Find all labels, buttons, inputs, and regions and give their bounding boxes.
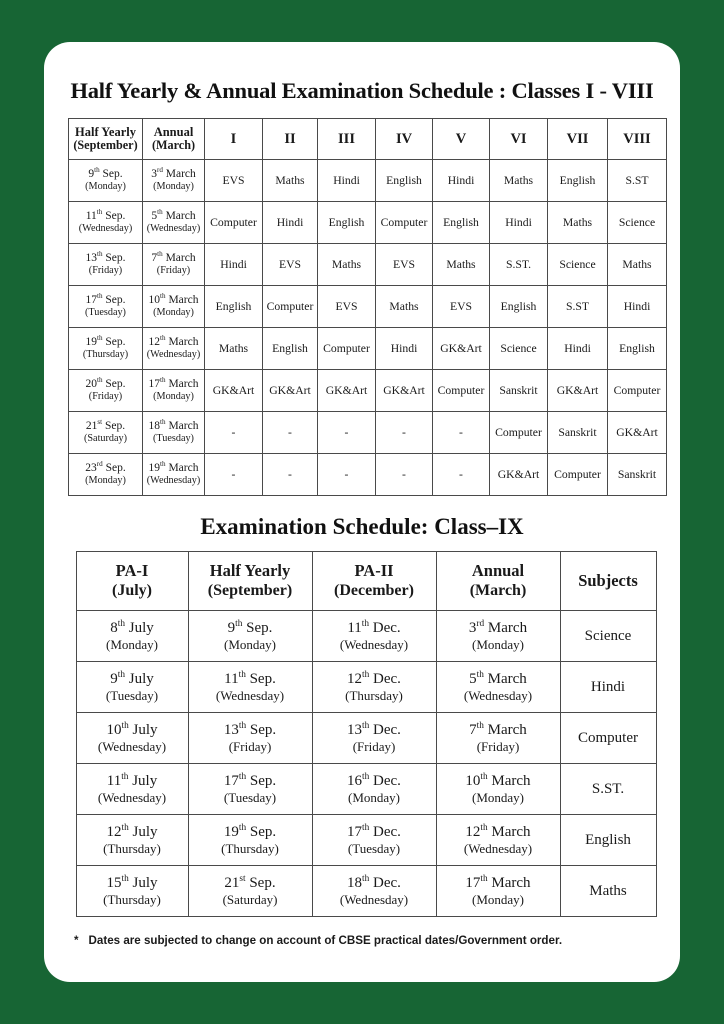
table2-pa1-date: 8th July (Monday) — [76, 611, 188, 662]
table1-annual-date: 18th March (Tuesday) — [143, 412, 205, 454]
table1-subject-cell: Maths — [205, 328, 263, 370]
table1-subject-cell: Hindi — [376, 328, 433, 370]
table1-subject-cell: Science — [548, 244, 608, 286]
table1-subject-cell: GK&Art — [263, 370, 318, 412]
table1-subject-cell: S.ST — [608, 160, 667, 202]
table1-subject-cell: - — [263, 454, 318, 496]
table-row — [69, 454, 667, 496]
table1-subject-cell: EVS — [376, 244, 433, 286]
table1-subject-cell: Maths — [548, 202, 608, 244]
table-row — [69, 160, 667, 202]
table2-annual-date: 12th March (Wednesday) — [436, 815, 560, 866]
table1-subject-cell: S.ST. — [490, 244, 548, 286]
table-row — [76, 611, 656, 662]
table2-header-pa-2: PA-II (December) — [312, 552, 436, 611]
table2-pa1-date: 12th July (Thursday) — [76, 815, 188, 866]
table1-annual-date: 5th March (Wednesday) — [143, 202, 205, 244]
table2-header-row — [76, 552, 656, 611]
table1-subject-cell: Maths — [263, 160, 318, 202]
table1-subject-cell: Sanskrit — [490, 370, 548, 412]
table1-subject-cell: Computer — [376, 202, 433, 244]
table1-body — [69, 160, 667, 496]
table1-subject-cell: - — [376, 454, 433, 496]
table2-header-pa-1: PA-I (July) — [76, 552, 188, 611]
table1-subject-cell: Computer — [433, 370, 490, 412]
table1-subject-cell: Maths — [376, 286, 433, 328]
table1-half-yearly-date: 20th Sep. (Friday) — [69, 370, 143, 412]
table1-subject-cell: EVS — [318, 286, 376, 328]
table-row — [76, 662, 656, 713]
table1-half-yearly-date: 21st Sep. (Saturday) — [69, 412, 143, 454]
table1-annual-date: 10th March (Monday) — [143, 286, 205, 328]
table1-annual-date: 12th March (Wednesday) — [143, 328, 205, 370]
table-row — [69, 412, 667, 454]
table1-subject-cell: Hindi — [263, 202, 318, 244]
table2-annual-date: 17th March (Monday) — [436, 866, 560, 917]
table-row — [69, 328, 667, 370]
table2-pa2-date: 11th Dec. (Wednesday) — [312, 611, 436, 662]
table1-header-class-iii: III — [318, 119, 376, 160]
table1-subject-cell: Sanskrit — [608, 454, 667, 496]
table2-pa1-date: 9th July (Tuesday) — [76, 662, 188, 713]
table1-subject-cell: EVS — [433, 286, 490, 328]
table1-subject-cell: EVS — [263, 244, 318, 286]
table1-subject-cell: GK&Art — [318, 370, 376, 412]
table2-pa2-date: 12th Dec. (Thursday) — [312, 662, 436, 713]
table1-header-class-iv: IV — [376, 119, 433, 160]
table1-subject-cell: Maths — [608, 244, 667, 286]
table1-header-half-yearly: Half Yearly (September) — [69, 119, 143, 160]
table2-pa2-date: 18th Dec. (Wednesday) — [312, 866, 436, 917]
table2-annual-date: 5th March (Wednesday) — [436, 662, 560, 713]
table1-subject-cell: Hindi — [490, 202, 548, 244]
table1-subject-cell: English — [263, 328, 318, 370]
table2-half-yearly-date: 19th Sep. (Thursday) — [188, 815, 312, 866]
table1-subject-cell: Computer — [263, 286, 318, 328]
table1-subject-cell: Computer — [548, 454, 608, 496]
table1-subject-cell: Hindi — [318, 160, 376, 202]
table1-annual-date: 17th March (Monday) — [143, 370, 205, 412]
table1-subject-cell: English — [433, 202, 490, 244]
table1-subject-cell: EVS — [205, 160, 263, 202]
table1-subject-cell: - — [433, 412, 490, 454]
table1-half-yearly-date: 23rd Sep. (Monday) — [69, 454, 143, 496]
table1-subject-cell: - — [376, 412, 433, 454]
table1-header-class-vi: VI — [490, 119, 548, 160]
table1-subject-cell: GK&Art — [205, 370, 263, 412]
table1-subject-cell: Hindi — [433, 160, 490, 202]
exam-schedule-table-class-9 — [76, 551, 657, 917]
table2-subject-cell: Maths — [560, 866, 656, 917]
table1-subject-cell: - — [318, 412, 376, 454]
table1-half-yearly-date: 17th Sep. (Tuesday) — [69, 286, 143, 328]
table1-subject-cell: English — [490, 286, 548, 328]
table1-subject-cell: Computer — [318, 328, 376, 370]
table2-annual-date: 10th March (Monday) — [436, 764, 560, 815]
table1-annual-date: 3rd March (Monday) — [143, 160, 205, 202]
table1-subject-cell: GK&Art — [490, 454, 548, 496]
table2-pa2-date: 13th Dec. (Friday) — [312, 713, 436, 764]
table1-subject-cell: GK&Art — [608, 412, 667, 454]
table1-header-class-ii: II — [263, 119, 318, 160]
table1-subject-cell: Science — [608, 202, 667, 244]
table2-header-annual: Annual (March) — [436, 552, 560, 611]
table1-annual-date: 19th March (Wednesday) — [143, 454, 205, 496]
table1-subject-cell: - — [263, 412, 318, 454]
table1-subject-cell: Computer — [608, 370, 667, 412]
table2-pa1-date: 10th July (Wednesday) — [76, 713, 188, 764]
table2-subject-cell: English — [560, 815, 656, 866]
table-row — [69, 370, 667, 412]
table1-annual-date: 7th March (Friday) — [143, 244, 205, 286]
table1-subject-cell: GK&Art — [548, 370, 608, 412]
table2-pa1-date: 15th July (Thursday) — [76, 866, 188, 917]
table1-title: Half Yearly & Annual Examination Schedule : Classes I - VIII — [70, 78, 654, 103]
table1-subject-cell: English — [608, 328, 667, 370]
footnote — [60, 917, 664, 947]
table1-subject-cell: Computer — [490, 412, 548, 454]
table1-subject-cell: Hindi — [608, 286, 667, 328]
table1-header-class-v: V — [433, 119, 490, 160]
table1-subject-cell: Sanskrit — [548, 412, 608, 454]
table1-subject-cell: English — [205, 286, 263, 328]
table1-subject-cell: - — [433, 454, 490, 496]
table1-subject-cell: GK&Art — [376, 370, 433, 412]
table1-subject-cell: GK&Art — [433, 328, 490, 370]
table1-header-row — [69, 119, 667, 160]
table1-subject-cell: - — [205, 454, 263, 496]
table1-half-yearly-date: 19th Sep. (Thursday) — [69, 328, 143, 370]
table2-half-yearly-date: 21st Sep. (Saturday) — [188, 866, 312, 917]
table1-subject-cell: Maths — [433, 244, 490, 286]
table1-subject-cell: - — [318, 454, 376, 496]
table2-body — [76, 611, 656, 917]
table1-subject-cell: Science — [490, 328, 548, 370]
table-row — [76, 713, 656, 764]
table2-half-yearly-date: 13th Sep. (Friday) — [188, 713, 312, 764]
table-row — [76, 866, 656, 917]
table1-header-class-vii: VII — [548, 119, 608, 160]
table2-pa1-date: 11th July (Wednesday) — [76, 764, 188, 815]
table1-half-yearly-date: 9th Sep. (Monday) — [69, 160, 143, 202]
table2-half-yearly-date: 9th Sep. (Monday) — [188, 611, 312, 662]
table2-annual-date: 3rd March (Monday) — [436, 611, 560, 662]
table1-container — [60, 118, 664, 496]
exam-schedule-table-classes-1-8 — [68, 118, 667, 496]
table1-subject-cell: English — [376, 160, 433, 202]
table2-header-half-yearly: Half Yearly (September) — [188, 552, 312, 611]
table1-subject-cell: S.ST — [548, 286, 608, 328]
document-paper — [44, 42, 680, 982]
table2-header-subjects: Subjects — [560, 552, 656, 611]
table1-subject-cell: - — [205, 412, 263, 454]
table1-subject-cell: English — [318, 202, 376, 244]
table2-subject-cell: Hindi — [560, 662, 656, 713]
table1-subject-cell: Maths — [318, 244, 376, 286]
table1-half-yearly-date: 13th Sep. (Friday) — [69, 244, 143, 286]
table1-header-class-i: I — [205, 119, 263, 160]
table2-half-yearly-date: 11th Sep. (Wednesday) — [188, 662, 312, 713]
table1-subject-cell: English — [548, 160, 608, 202]
table-row — [69, 202, 667, 244]
table2-half-yearly-date: 17th Sep. (Tuesday) — [188, 764, 312, 815]
table2-title: Examination Schedule: Class–IX — [200, 514, 524, 539]
table2-subject-cell: S.ST. — [560, 764, 656, 815]
footnote-text: Dates are subjected to change on account of CBSE practical dates/Government order. — [88, 934, 563, 947]
table1-half-yearly-date: 11th Sep. (Wednesday) — [69, 202, 143, 244]
table1-header-annual: Annual (March) — [143, 119, 205, 160]
table2-container — [60, 551, 664, 917]
table1-subject-cell: Hindi — [548, 328, 608, 370]
table2-pa2-date: 16th Dec. (Monday) — [312, 764, 436, 815]
table-row — [69, 286, 667, 328]
table2-annual-date: 7th March (Friday) — [436, 713, 560, 764]
table1-subject-cell: Maths — [490, 160, 548, 202]
table1-subject-cell: Computer — [205, 202, 263, 244]
table2-subject-cell: Computer — [560, 713, 656, 764]
table-row — [69, 244, 667, 286]
table1-header-class-viii: VIII — [608, 119, 667, 160]
footnote-marker: * — [74, 934, 79, 947]
table-row — [76, 815, 656, 866]
table2-subject-cell: Science — [560, 611, 656, 662]
table1-subject-cell: Hindi — [205, 244, 263, 286]
table2-pa2-date: 17th Dec. (Tuesday) — [312, 815, 436, 866]
table-row — [76, 764, 656, 815]
